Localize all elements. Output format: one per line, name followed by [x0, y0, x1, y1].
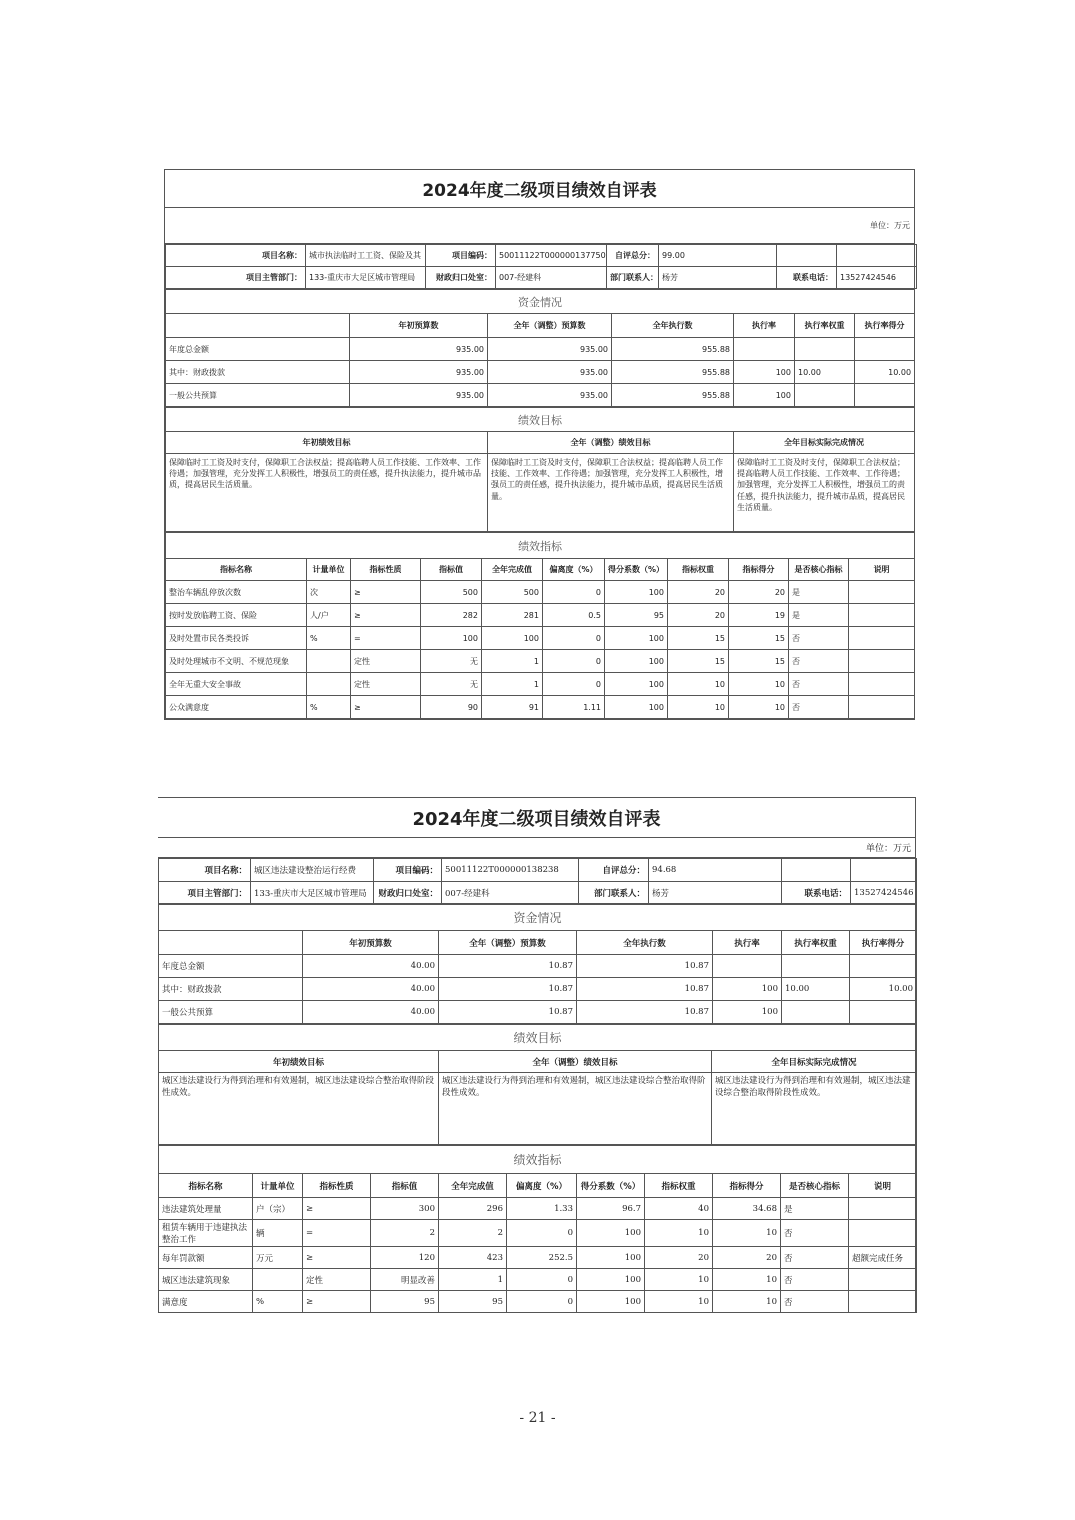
indicator-cell: 100 — [577, 1220, 645, 1247]
indicator-cell: 15 — [729, 627, 789, 650]
indicator-cell: 20 — [645, 1247, 713, 1269]
table-row — [159, 1001, 917, 1024]
indicator-cell: 10 — [645, 1220, 713, 1247]
finance-label: 财政归口处室： — [426, 267, 496, 289]
finance-label: 财政归口处室： — [374, 882, 442, 904]
funds-section-title: 资金情况 — [166, 290, 915, 314]
indicator-cell — [849, 581, 915, 604]
funds-cell — [855, 384, 915, 407]
indicator-cell — [849, 650, 915, 673]
indicator-cell: 全年无重大安全事故 — [166, 673, 307, 696]
funds-cell: 10.87 — [439, 955, 577, 978]
indicator-cell: 100 — [482, 627, 543, 650]
form-title: 2024年度二级项目绩效自评表 — [165, 170, 914, 208]
indicator-header: 指标名称 — [159, 1174, 253, 1198]
indicator-cell: % — [307, 627, 351, 650]
indicator-cell: 2 — [439, 1220, 507, 1247]
indicator-cell: 1 — [439, 1269, 507, 1291]
funds-cell: 100 — [713, 1001, 782, 1024]
indicator-cell: 及时处置市民各类投诉 — [166, 627, 307, 650]
funds-cell: 935.00 — [350, 384, 488, 407]
table-row — [166, 581, 915, 604]
funds-cell — [734, 338, 795, 361]
project-code-value: 50011122T000000137750 — [496, 245, 607, 267]
indicator-cell: 否 — [781, 1247, 849, 1269]
funds-cell: 935.00 — [488, 338, 612, 361]
indicator-header: 指标性质 — [351, 559, 421, 581]
indicator-header: 全年完成值 — [439, 1174, 507, 1198]
goals-header: 年初绩效目标 — [159, 1051, 439, 1073]
goals-header: 全年（调整）绩效目标 — [439, 1051, 712, 1073]
indicator-header: 偏离度（%） — [543, 559, 605, 581]
funds-header: 全年（调整）预算数 — [439, 931, 577, 955]
indicator-cell: 282 — [421, 604, 482, 627]
indicator-cell: 10 — [668, 696, 729, 719]
indicator-cell: 95 — [439, 1291, 507, 1313]
indicator-cell: 整治车辆乱停放次数 — [166, 581, 307, 604]
indicator-cell — [849, 1291, 917, 1313]
indicator-cell: ≥ — [303, 1291, 371, 1313]
indicator-cell: 1.11 — [543, 696, 605, 719]
indicator-header: 偏离度（%） — [507, 1174, 577, 1198]
indicator-cell — [849, 673, 915, 696]
funds-cell — [795, 338, 855, 361]
contact-value: 杨芳 — [659, 267, 777, 289]
funds-header: 全年执行数 — [612, 314, 734, 338]
indicators-section-title: 绩效指标 — [166, 533, 915, 559]
indicator-header: 是否核心指标 — [781, 1174, 849, 1198]
funds-cell: 年度总金额 — [166, 338, 350, 361]
funds-header: 执行率得分 — [850, 931, 917, 955]
indicator-cell: 20 — [729, 581, 789, 604]
table-row — [166, 604, 915, 627]
indicator-header: 全年完成值 — [482, 559, 543, 581]
indicator-cell: 定性 — [351, 673, 421, 696]
funds-cell: 40.00 — [303, 955, 439, 978]
indicator-cell: 超额完成任务 — [849, 1247, 917, 1269]
indicator-header: 计量单位 — [307, 559, 351, 581]
funds-header: 执行率权重 — [782, 931, 850, 955]
indicator-cell: 1.33 — [507, 1198, 577, 1220]
indicator-cell: 违法建筑处理量 — [159, 1198, 253, 1220]
funds-cell: 100 — [734, 361, 795, 384]
phone-label: 联系电话： — [777, 267, 837, 289]
indicator-cell: 否 — [789, 650, 849, 673]
indicator-header: 指标性质 — [303, 1174, 371, 1198]
indicator-cell: 15 — [668, 650, 729, 673]
funds-cell: 一般公共预算 — [159, 1001, 303, 1024]
self-score-value: 99.00 — [659, 245, 777, 267]
indicator-header: 指标名称 — [166, 559, 307, 581]
contact-label: 部门联系人： — [579, 882, 649, 904]
indicator-header: 说明 — [849, 559, 915, 581]
indicator-cell: 40 — [645, 1198, 713, 1220]
indicator-cell: % — [253, 1291, 303, 1313]
funds-cell: 40.00 — [303, 978, 439, 1001]
funds-cell: 其中：财政拨款 — [159, 978, 303, 1001]
funds-cell: 一般公共预算 — [166, 384, 350, 407]
funds-table — [165, 289, 915, 407]
funds-header: 年初预算数 — [303, 931, 439, 955]
goals-section-title: 绩效目标 — [159, 1025, 917, 1051]
indicator-cell: 10 — [713, 1291, 781, 1313]
indicator-cell: 0 — [507, 1220, 577, 1247]
table-row — [159, 955, 917, 978]
indicator-cell: 满意度 — [159, 1291, 253, 1313]
indicator-cell: 0 — [507, 1269, 577, 1291]
funds-cell — [855, 338, 915, 361]
indicator-header: 指标权重 — [668, 559, 729, 581]
funds-cell: 10.00 — [795, 361, 855, 384]
table-row — [159, 978, 917, 1001]
indicator-cell: 95 — [371, 1291, 439, 1313]
phone-value: 13527424546 — [837, 267, 917, 289]
project-code-label: 项目编码： — [374, 859, 442, 882]
funds-cell: 10.87 — [577, 955, 713, 978]
funds-header — [166, 314, 350, 338]
indicator-cell: 100 — [577, 1291, 645, 1313]
contact-label: 部门联系人： — [607, 267, 659, 289]
funds-cell: 10.87 — [439, 978, 577, 1001]
self-score-label: 自评总分： — [579, 859, 649, 882]
indicator-cell: ≥ — [303, 1247, 371, 1269]
indicator-cell: 及时处理城市不文明、不规范现象 — [166, 650, 307, 673]
project-code-value: 50011122T000000138238 — [442, 859, 579, 882]
indicator-cell: 91 — [482, 696, 543, 719]
goal-text-initial: 保障临时工工资及时支付，保障职工合法权益；提高临聘人员工作技能、工作效率、工作待遇；加强管理，充分发挥工人积极性，增强员工的责任感，提升执法能力，提升城市品质，提高居民生活质量。 — [166, 454, 488, 532]
indicator-cell: 500 — [482, 581, 543, 604]
funds-header: 执行率 — [734, 314, 795, 338]
indicator-cell: 人/户 — [307, 604, 351, 627]
funds-cell: 10.87 — [439, 1001, 577, 1024]
indicator-cell: 96.7 — [577, 1198, 645, 1220]
funds-cell: 100 — [734, 384, 795, 407]
indicator-cell: 万元 — [253, 1247, 303, 1269]
project-name-value: 城区违法建设整治运行经费 — [251, 859, 374, 882]
finance-value: 007-经建科 — [442, 882, 579, 904]
indicator-cell: 是 — [789, 581, 849, 604]
indicator-cell: ≥ — [303, 1198, 371, 1220]
indicator-cell: 20 — [668, 604, 729, 627]
self-score-value: 94.68 — [649, 859, 782, 882]
indicator-cell: 否 — [789, 696, 849, 719]
indicator-header: 指标得分 — [729, 559, 789, 581]
indicator-cell: 120 — [371, 1247, 439, 1269]
indicator-cell: 300 — [371, 1198, 439, 1220]
indicator-cell: 10 — [668, 673, 729, 696]
indicator-cell — [307, 650, 351, 673]
funds-table — [158, 904, 917, 1024]
indicator-cell: 次 — [307, 581, 351, 604]
funds-header: 年初预算数 — [350, 314, 488, 338]
form-title: 2024年度二级项目绩效自评表 — [158, 798, 915, 838]
funds-cell: 10.87 — [577, 1001, 713, 1024]
indicator-cell: 是 — [781, 1198, 849, 1220]
funds-cell — [795, 384, 855, 407]
project-name-label: 项目名称： — [159, 859, 251, 882]
goal-text-initial: 城区违法建设行为得到治理和有效遏制，城区违法建设综合整治取得阶段性成效。 — [159, 1073, 439, 1145]
indicator-cell: 公众满意度 — [166, 696, 307, 719]
goals-header: 年初绩效目标 — [166, 432, 488, 454]
info-table — [165, 244, 917, 289]
funds-cell: 100 — [713, 978, 782, 1001]
indicator-header: 指标值 — [371, 1174, 439, 1198]
unit-label: 单位：万元 — [165, 208, 914, 244]
funds-header: 执行率得分 — [855, 314, 915, 338]
funds-cell: 955.88 — [612, 361, 734, 384]
indicator-cell — [849, 627, 915, 650]
indicator-cell: 15 — [668, 627, 729, 650]
table-row — [159, 1269, 917, 1291]
indicator-header: 指标值 — [421, 559, 482, 581]
funds-cell: 955.88 — [612, 384, 734, 407]
indicator-cell: 100 — [605, 581, 668, 604]
indicator-cell: 租赁车辆用于违建执法整治工作 — [159, 1220, 253, 1247]
table-row — [159, 1247, 917, 1269]
dept-label: 项目主管部门： — [166, 267, 306, 289]
project-code-label: 项目编码： — [426, 245, 496, 267]
table-row — [166, 627, 915, 650]
indicator-header: 计量单位 — [253, 1174, 303, 1198]
funds-cell — [850, 955, 917, 978]
funds-cell: 935.00 — [350, 361, 488, 384]
indicator-cell: 19 — [729, 604, 789, 627]
unit-label: 单位：万元 — [158, 838, 915, 858]
table-row — [159, 1291, 917, 1313]
indicator-cell: ≥ — [351, 696, 421, 719]
indicator-cell: 否 — [789, 627, 849, 650]
phone-value: 13527424546 — [851, 882, 917, 904]
goals-section-title: 绩效目标 — [166, 408, 915, 432]
contact-value: 杨芳 — [649, 882, 782, 904]
indicator-cell: 每年罚款额 — [159, 1247, 253, 1269]
indicator-cell: 10 — [713, 1220, 781, 1247]
indicator-cell: 20 — [668, 581, 729, 604]
indicator-cell: 无 — [421, 650, 482, 673]
indicator-cell: 34.68 — [713, 1198, 781, 1220]
funds-cell: 10.00 — [855, 361, 915, 384]
goal-text-actual: 保障临时工工资及时支付，保障职工合法权益；提高临聘人员工作技能、工作效率、工作待遇；加强管理，充分发挥工人积极性，增强员工的责任感，提升执法能力，提升城市品质，提高居民生活质量。 — [734, 454, 915, 532]
table-row — [166, 673, 915, 696]
indicator-cell: 500 — [421, 581, 482, 604]
indicators-table — [158, 1145, 917, 1313]
indicator-cell: 281 — [482, 604, 543, 627]
indicator-cell: 否 — [781, 1269, 849, 1291]
indicator-cell: 0 — [543, 581, 605, 604]
indicator-cell: 100 — [605, 650, 668, 673]
funds-header: 执行率权重 — [795, 314, 855, 338]
goal-text-actual: 城区违法建设行为得到治理和有效遏制，城区违法建设综合整治取得阶段性成效。 — [712, 1073, 917, 1145]
indicator-cell: 423 — [439, 1247, 507, 1269]
goal-text-adjusted: 城区违法建设行为得到治理和有效遏制，城区违法建设综合整治取得阶段性成效。 — [439, 1073, 712, 1145]
project-name-value: 城市执法临时工工资、保险及其 — [306, 245, 426, 267]
table-row — [166, 361, 915, 384]
table-row — [159, 1198, 917, 1220]
indicator-cell: 户（宗） — [253, 1198, 303, 1220]
indicator-cell: 90 — [421, 696, 482, 719]
indicator-cell: 100 — [605, 627, 668, 650]
indicators-section-title: 绩效指标 — [159, 1146, 917, 1174]
indicator-cell: 100 — [577, 1247, 645, 1269]
funds-cell: 935.00 — [488, 384, 612, 407]
indicators-table — [165, 532, 915, 719]
table-row — [159, 1220, 917, 1247]
indicator-cell: 定性 — [351, 650, 421, 673]
goals-header: 全年目标实际完成情况 — [712, 1051, 917, 1073]
table-row — [166, 338, 915, 361]
indicator-rows — [159, 1198, 917, 1313]
goal-text-adjusted: 保障临时工工资及时支付，保障职工合法权益；提高临聘人员工作技能、工作效率、工作待遇；加强管理，充分发挥工人积极性，增强员工的责任感，提升执法能力，提升城市品质，提高居民生活质量。 — [488, 454, 734, 532]
funds-cell: 10.00 — [782, 978, 850, 1001]
indicator-cell: 辆 — [253, 1220, 303, 1247]
indicator-cell: 100 — [605, 673, 668, 696]
funds-cell: 其中：财政拨款 — [166, 361, 350, 384]
indicator-header: 指标得分 — [713, 1174, 781, 1198]
indicator-cell: ≥ — [351, 604, 421, 627]
indicator-cell — [849, 696, 915, 719]
indicator-cell — [849, 1198, 917, 1220]
goals-header: 全年目标实际完成情况 — [734, 432, 915, 454]
indicator-cell: 是 — [789, 604, 849, 627]
funds-cell: 10.00 — [850, 978, 917, 1001]
indicator-cell — [253, 1269, 303, 1291]
indicator-header: 得分系数（%） — [577, 1174, 645, 1198]
dept-value: 133-重庆市大足区城市管理局 — [251, 882, 374, 904]
info-table — [158, 858, 917, 904]
indicator-cell: 0 — [543, 673, 605, 696]
table-row — [166, 384, 915, 407]
table-row — [166, 696, 915, 719]
goals-table — [158, 1024, 917, 1145]
indicator-cell — [849, 604, 915, 627]
indicator-cell: 252.5 — [507, 1247, 577, 1269]
indicator-header: 说明 — [849, 1174, 917, 1198]
funds-cell: 40.00 — [303, 1001, 439, 1024]
indicator-rows — [166, 581, 915, 719]
indicator-cell: 15 — [729, 650, 789, 673]
funds-cell — [782, 955, 850, 978]
indicator-cell: 296 — [439, 1198, 507, 1220]
indicator-cell: 100 — [577, 1269, 645, 1291]
indicator-cell: 10 — [729, 673, 789, 696]
project-name-label: 项目名称： — [166, 245, 306, 267]
funds-header: 全年执行数 — [577, 931, 713, 955]
funds-cell: 年度总金额 — [159, 955, 303, 978]
indicator-cell: % — [307, 696, 351, 719]
indicator-cell: 0.5 — [543, 604, 605, 627]
indicator-cell: 0 — [543, 650, 605, 673]
indicator-cell: = — [303, 1220, 371, 1247]
indicator-cell: 95 — [605, 604, 668, 627]
funds-header — [159, 931, 303, 955]
indicator-cell: 明显改善 — [371, 1269, 439, 1291]
indicator-cell: = — [351, 627, 421, 650]
indicator-cell: 城区违法建筑现象 — [159, 1269, 253, 1291]
phone-label: 联系电话： — [782, 882, 851, 904]
funds-header: 执行率 — [713, 931, 782, 955]
indicator-header: 是否核心指标 — [789, 559, 849, 581]
indicator-cell — [307, 673, 351, 696]
indicator-cell: 按时发放临聘工资、保险 — [166, 604, 307, 627]
indicator-header: 指标权重 — [645, 1174, 713, 1198]
funds-header: 全年（调整）预算数 — [488, 314, 612, 338]
goals-header: 全年（调整）绩效目标 — [488, 432, 734, 454]
funds-cell: 955.88 — [612, 338, 734, 361]
indicator-cell: 无 — [421, 673, 482, 696]
evaluation-form-1 — [164, 169, 915, 720]
goals-table — [165, 407, 915, 532]
indicator-cell: 否 — [781, 1291, 849, 1313]
finance-value: 007-经建科 — [496, 267, 607, 289]
evaluation-form-2 — [158, 797, 916, 1313]
indicator-cell: 定性 — [303, 1269, 371, 1291]
dept-value: 133-重庆市大足区城市管理局 — [306, 267, 426, 289]
indicator-cell: 0 — [507, 1291, 577, 1313]
indicator-cell: 0 — [543, 627, 605, 650]
indicator-cell — [849, 1269, 917, 1291]
funds-cell: 935.00 — [488, 361, 612, 384]
page-number: - 21 - — [519, 1410, 556, 1426]
self-score-label: 自评总分： — [607, 245, 659, 267]
indicator-cell: 10 — [645, 1269, 713, 1291]
indicator-cell: 10 — [729, 696, 789, 719]
indicator-cell: 100 — [421, 627, 482, 650]
indicator-cell: 20 — [713, 1247, 781, 1269]
dept-label: 项目主管部门： — [159, 882, 251, 904]
funds-cell — [782, 1001, 850, 1024]
indicator-cell: 10 — [713, 1269, 781, 1291]
indicator-cell: 否 — [789, 673, 849, 696]
funds-cell — [713, 955, 782, 978]
indicator-cell: 100 — [605, 696, 668, 719]
funds-cell: 935.00 — [350, 338, 488, 361]
funds-cell — [850, 1001, 917, 1024]
table-row — [166, 650, 915, 673]
indicator-cell: 10 — [645, 1291, 713, 1313]
indicator-header: 得分系数（%） — [605, 559, 668, 581]
funds-section-title: 资金情况 — [159, 905, 917, 931]
indicator-cell: ≥ — [351, 581, 421, 604]
indicator-cell: 2 — [371, 1220, 439, 1247]
indicator-cell: 1 — [482, 650, 543, 673]
indicator-cell: 否 — [781, 1220, 849, 1247]
funds-cell: 10.87 — [577, 978, 713, 1001]
indicator-cell: 1 — [482, 673, 543, 696]
indicator-cell — [849, 1220, 917, 1247]
